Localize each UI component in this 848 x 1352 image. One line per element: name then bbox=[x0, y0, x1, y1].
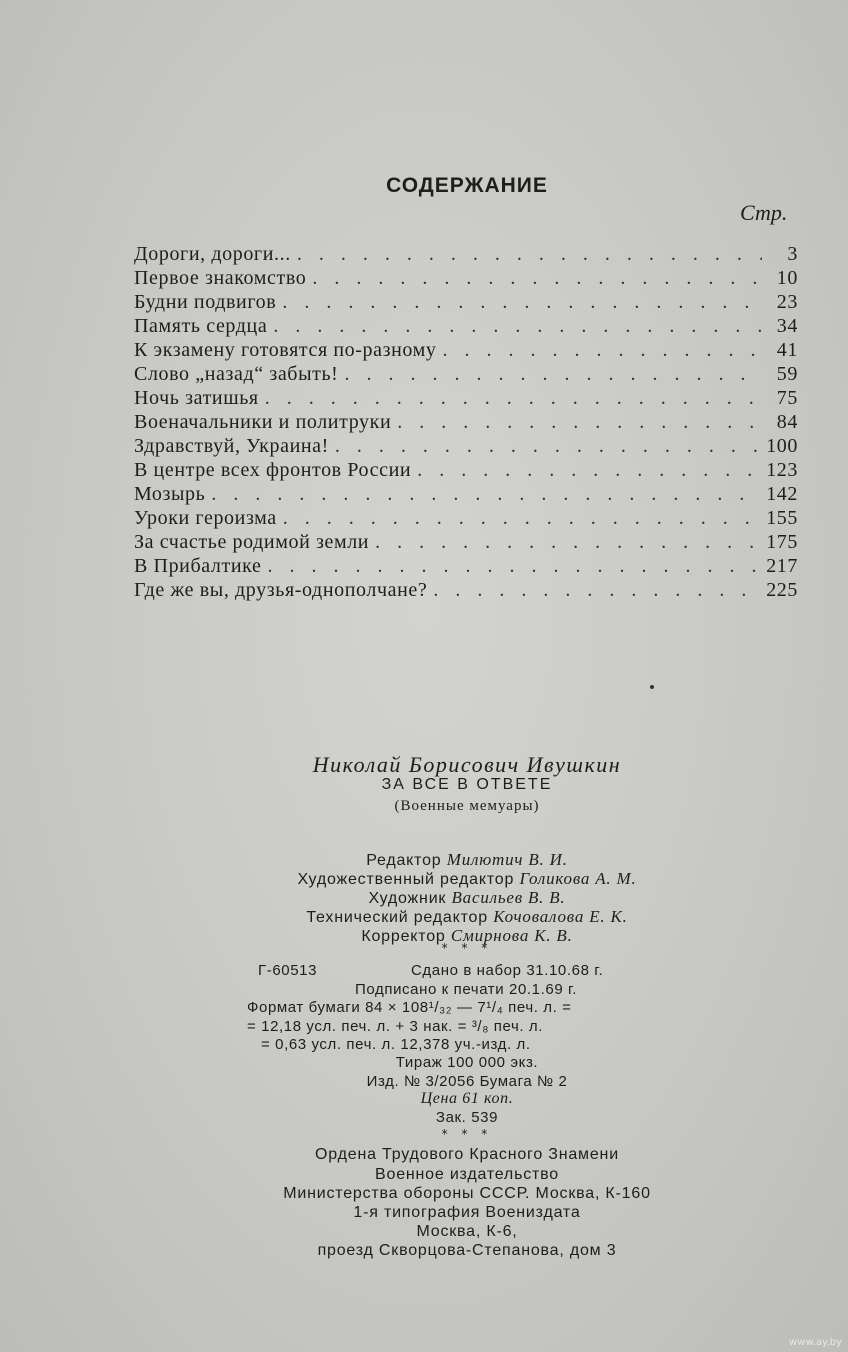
toc-entry-title: Военачальники и политруки bbox=[134, 411, 392, 433]
toc-dot-leader bbox=[417, 459, 760, 482]
separator-stars-2: * * * bbox=[441, 1127, 493, 1141]
toc-entry-title: За счастье родимой земли bbox=[134, 531, 370, 553]
toc-entry bbox=[134, 507, 798, 531]
toc-dot-leader bbox=[344, 363, 762, 386]
publisher-line: проезд Скворцова-Степанова, дом 3 bbox=[317, 1242, 617, 1259]
staff-name: Милютич В. И. bbox=[446, 850, 568, 869]
toc-entry-page: 155 bbox=[766, 507, 798, 529]
order-number: Зак. 539 bbox=[435, 1109, 499, 1126]
format-line-2: = 12,18 усл. печ. л. + 3 нак. = ³/₈ печ. л. bbox=[247, 1018, 544, 1035]
publisher-line: Министерства обороны СССР. Москва, К-160 bbox=[283, 1185, 651, 1202]
staff-role: Художественный редактор bbox=[297, 871, 515, 888]
paper-speck bbox=[650, 685, 654, 689]
toc-entry-page: 123 bbox=[766, 459, 798, 481]
toc-entry bbox=[134, 291, 798, 315]
toc-list bbox=[134, 243, 798, 603]
toc-entry-page: 41 bbox=[776, 339, 798, 361]
toc-entry-title: К экзамену готовятся по-разному bbox=[134, 339, 437, 361]
toc-entry bbox=[134, 267, 798, 291]
toc-entry-title: В центре всех фронтов России bbox=[134, 459, 412, 481]
toc-entry-page: 175 bbox=[766, 531, 798, 553]
toc-entry-title: Мозырь bbox=[134, 483, 206, 505]
toc-dot-leader bbox=[273, 315, 762, 338]
toc-dot-leader bbox=[265, 387, 762, 410]
toc-entry bbox=[134, 531, 798, 555]
staff-role: Редактор bbox=[366, 852, 442, 869]
toc-entry-title: Уроки героизма bbox=[134, 507, 277, 529]
toc-page-column-header: Стр. bbox=[740, 200, 788, 225]
publisher-line: Москва, К-6, bbox=[416, 1223, 518, 1240]
toc-entry-page: 75 bbox=[776, 387, 798, 409]
toc-dot-leader bbox=[267, 555, 760, 578]
toc-dot-leader bbox=[335, 435, 760, 458]
toc-title: СОДЕРЖАНИЕ bbox=[386, 174, 548, 197]
toc-entry-title: Слово „назад“ забыть! bbox=[134, 363, 339, 385]
toc-entry-page: 23 bbox=[776, 291, 798, 313]
toc-entry bbox=[134, 555, 798, 579]
toc-dot-leader bbox=[312, 267, 762, 290]
toc-entry-page: 34 bbox=[776, 315, 798, 337]
publisher-line: 1-я типография Воениздата bbox=[353, 1204, 581, 1221]
toc-entry-page: 3 bbox=[787, 243, 798, 265]
toc-dot-leader bbox=[297, 243, 762, 266]
book-genre: (Военные мемуары) bbox=[394, 798, 540, 814]
format-line-1: Формат бумаги 84 × 108¹/₃₂ — 7¹/₄ печ. л. = bbox=[247, 999, 572, 1016]
toc-dot-leader bbox=[211, 483, 760, 506]
book-title: ЗА ВСЕ В ОТВЕТЕ bbox=[381, 776, 553, 793]
sent-to-set: Сдано в набор 31.10.68 г. bbox=[411, 962, 604, 979]
signed-to-print: Подписано к печати 20.1.69 г. bbox=[355, 981, 578, 998]
toc-dot-leader bbox=[433, 579, 760, 602]
author-name: Николай Борисович Ивушкин bbox=[312, 752, 622, 777]
toc-dot-leader bbox=[397, 411, 762, 434]
toc-entry bbox=[134, 387, 798, 411]
price-text: Цена 61 коп. bbox=[420, 1090, 514, 1107]
staff-line-tech-editor bbox=[0, 907, 848, 927]
toc-entry-page: 100 bbox=[766, 435, 798, 457]
toc-entry-title: Здравствуй, Украина! bbox=[134, 435, 329, 457]
toc-entry bbox=[134, 579, 798, 603]
toc-entry-page: 10 bbox=[776, 267, 798, 289]
toc-dot-leader bbox=[283, 507, 760, 530]
toc-entry-title: Память сердца bbox=[134, 315, 268, 337]
toc-entry-page: 225 bbox=[766, 579, 798, 601]
publisher-line: Ордена Трудового Красного Знамени bbox=[315, 1146, 619, 1163]
toc-dot-leader bbox=[282, 291, 762, 314]
toc-entry-page: 84 bbox=[776, 411, 798, 433]
toc-entry-title: Ночь затишья bbox=[134, 387, 259, 409]
toc-entry-title: В Прибалтике bbox=[134, 555, 262, 577]
staff-line-editor bbox=[0, 850, 848, 870]
edition-paper: Изд. № 3/2056 Бумага № 2 bbox=[366, 1073, 568, 1090]
staff-name: Васильев В. В. bbox=[451, 888, 566, 907]
print-run: Тираж 100 000 экз. bbox=[395, 1054, 539, 1071]
separator-stars: * * * bbox=[441, 941, 493, 955]
toc-entry-title: Где же вы, друзья-однополчане? bbox=[134, 579, 428, 601]
toc-dot-leader bbox=[375, 531, 760, 554]
staff-name: Смирнова К. В. bbox=[450, 926, 573, 945]
staff-role: Художник bbox=[368, 890, 447, 907]
staff-role: Технический редактор bbox=[306, 909, 488, 926]
staff-name: Кочовалова Е. К. bbox=[493, 907, 628, 926]
toc-entry-page: 142 bbox=[766, 483, 798, 505]
toc-entry bbox=[134, 411, 798, 435]
watermark: www.ay.by bbox=[789, 1337, 842, 1348]
staff-line-art-editor bbox=[0, 869, 848, 889]
staff-name: Голикова А. М. bbox=[519, 869, 637, 888]
toc-entry-title: Будни подвигов bbox=[134, 291, 277, 313]
staff-role: Корректор bbox=[361, 928, 446, 945]
toc-entry bbox=[134, 339, 798, 363]
publisher-line: Военное издательство bbox=[375, 1166, 559, 1183]
toc-entry-title: Первое знакомство bbox=[134, 267, 307, 289]
toc-entry bbox=[134, 459, 798, 483]
price bbox=[0, 1090, 848, 1108]
staff-line-artist bbox=[0, 888, 848, 908]
toc-entry bbox=[134, 363, 798, 387]
toc-entry-page: 59 bbox=[776, 363, 798, 385]
format-line-3: = 0,63 усл. печ. л. 12,378 уч.-изд. л. bbox=[261, 1036, 531, 1053]
toc-entry bbox=[134, 483, 798, 507]
order-code: Г-60513 bbox=[258, 962, 318, 979]
toc-entry-title: Дороги, дороги... bbox=[134, 243, 291, 265]
toc-entry-page: 217 bbox=[766, 555, 798, 577]
toc-dot-leader bbox=[442, 339, 762, 362]
toc-entry bbox=[134, 243, 798, 267]
toc-entry bbox=[134, 435, 798, 459]
toc-entry bbox=[134, 315, 798, 339]
